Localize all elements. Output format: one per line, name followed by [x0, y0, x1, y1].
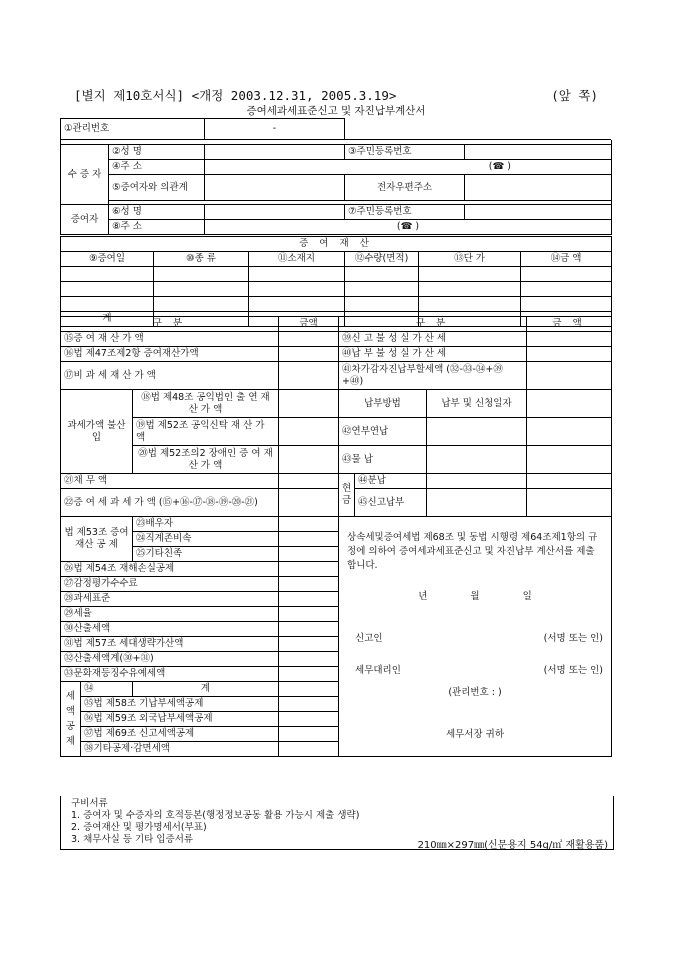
row-30-amt[interactable] — [279, 622, 339, 637]
col-qty: ⑫수량(면적) — [345, 252, 419, 267]
mgmt-label: ①관리번호 — [61, 119, 205, 140]
row-42-date[interactable] — [427, 418, 527, 446]
row-34: ㉞ — [81, 682, 133, 697]
donor-rrn-field[interactable] — [465, 205, 612, 220]
donor-rrn-label: ⑦주민등록번호 — [345, 205, 465, 220]
row-20: ⑳법 제52조의2 장애인 증 여 재 산 가 액 — [133, 446, 279, 474]
row-29: ㉙세율 — [61, 607, 279, 622]
donee-name-field[interactable] — [205, 145, 345, 160]
row-45-amt[interactable] — [527, 489, 612, 517]
property-row[interactable] — [61, 267, 612, 282]
donor-tel[interactable]: (☎ ) — [205, 220, 612, 235]
row-44-amt[interactable] — [527, 474, 612, 489]
relation-field[interactable] — [205, 175, 345, 201]
row-22-amt[interactable] — [279, 489, 339, 517]
row-37-amt[interactable] — [279, 727, 339, 742]
row-44-date[interactable] — [427, 474, 527, 489]
row-15: ⑮증 여 재 산 가 액 — [61, 332, 279, 347]
row-28-amt[interactable] — [279, 592, 339, 607]
ded-group: 법 제53조 증여재산 공 제 — [61, 517, 133, 562]
row-37: ㊲법 제69조 신고세액공제 — [81, 727, 279, 742]
donor-addr-label: ⑧주 소 — [109, 220, 205, 235]
calc-head-div2: 구 분 — [339, 317, 527, 332]
row-40: ㊵납 부 불 성 실 가 산 세 — [339, 347, 527, 362]
donor-name-field[interactable] — [205, 205, 345, 220]
calc-table — [60, 316, 612, 757]
row-40-amt[interactable] — [527, 347, 612, 362]
row-17-amt[interactable] — [279, 362, 339, 390]
tax-ded-group: 세 액 공 제 — [61, 682, 81, 757]
row-45: ㊺신고납부 — [355, 489, 427, 517]
row-22: ㉒증 여 세 과 세 가 액 (⑮+⑯-⑰-⑱-⑲-⑳-㉑) — [61, 489, 279, 517]
donee-name-label: ②성 명 — [109, 145, 205, 160]
row-29-amt[interactable] — [279, 607, 339, 622]
row-15-amt[interactable] — [279, 332, 339, 347]
property-title: 증 여 재 산 — [61, 237, 612, 252]
filer-label: 신고인 — [355, 633, 383, 644]
row-19-amt[interactable] — [279, 418, 339, 446]
row-24: ㉔직계존비속 — [133, 532, 279, 547]
col-location: ⑪소재지 — [249, 252, 345, 267]
row-43-amt[interactable] — [527, 446, 612, 474]
calc-head-amt: 금액 — [279, 317, 339, 332]
row-18: ⑱법 제48조 공익법인 출 연 재 산 가 액 — [133, 390, 279, 418]
row-36-amt[interactable] — [279, 712, 339, 727]
row-35: ㉟법 제58조 기납부세액공제 — [81, 697, 279, 712]
donee-rrn-field[interactable] — [465, 145, 612, 160]
email-label: 전자우편주소 — [345, 175, 465, 201]
row-16: ⑯법 제47조제2항 증여재산가액 — [61, 347, 279, 362]
row-39: ㊴신 고 불 성 실 가 산 세 — [339, 332, 527, 347]
row-38-amt[interactable] — [279, 742, 339, 757]
row-35-amt[interactable] — [279, 697, 339, 712]
cash-group: 현금 — [339, 474, 355, 517]
row-23: ㉓배우자 — [133, 517, 279, 532]
row-31-amt[interactable] — [279, 637, 339, 652]
property-total-label: 계 — [61, 312, 154, 327]
row-44: ㊹분납 — [355, 474, 427, 489]
row-28: ㉘과세표준 — [61, 592, 279, 607]
row-42-amt[interactable] — [527, 418, 612, 446]
email-field[interactable] — [465, 175, 612, 201]
row-16-amt[interactable] — [279, 347, 339, 362]
docs-item: 2. 증여재산 및 평가명세서(부표) — [71, 822, 207, 833]
property-row[interactable] — [61, 297, 612, 312]
row-34-amt[interactable] — [279, 682, 339, 697]
row-17: ⑰비 과 세 재 산 가 액 — [61, 362, 279, 390]
calc-head-div: 구 분 — [61, 317, 279, 332]
col-date: ⑨증여일 — [61, 252, 154, 267]
donee-group: 수 증 자 — [61, 145, 109, 205]
row-33: ㉝문화재등징수유예세액 — [61, 667, 279, 682]
row-41: ㊶차가감자진납부할세액 (㉜-㉝-㉞+㊴+㊵) — [339, 362, 527, 390]
form-header — [74, 86, 606, 104]
pay-date: 납부 및 신청일자 — [427, 390, 527, 418]
decl-text: 상속세및증여세법 제68조 및 동법 시행령 제64조제1항의 규정에 의하여 증여세과세표준신고 및 자진납부 계산서를 제출합니다. — [347, 532, 598, 571]
row-27-amt[interactable] — [279, 577, 339, 592]
donor-group: 증여자 — [61, 205, 109, 235]
relation-label: ⑤증여자와 의관계 — [109, 175, 205, 201]
row-24-amt[interactable] — [279, 532, 339, 547]
page-side: (앞 쪽) — [551, 88, 598, 103]
row-21: ㉑채 무 액 — [61, 474, 279, 489]
row-26-amt[interactable] — [279, 562, 339, 577]
form-number: [별지 제10호서식] <개정 2003.12.31, 2005.3.19> — [74, 88, 397, 103]
donee-tel[interactable]: (☎ ) — [205, 160, 612, 175]
row-33-amt[interactable] — [279, 667, 339, 682]
row-19: ⑲법 제52조 공익신탁 재 산 가 액 — [133, 418, 279, 446]
col-price: ⑬단 가 — [419, 252, 521, 267]
agent-label: 세무대리인 — [355, 665, 401, 676]
row-43: ㊸물 납 — [339, 446, 427, 474]
pay-method: 납부방법 — [339, 390, 427, 418]
row-26: ㉖법 제54조 재해손실공제 — [61, 562, 279, 577]
row-32: ㉜산출세액계(㉚+㉛) — [61, 652, 279, 667]
row-41-amt[interactable] — [527, 362, 612, 390]
col-type: ⑩종 류 — [154, 252, 249, 267]
party-table — [60, 118, 612, 235]
donee-addr-label: ④주 소 — [109, 160, 205, 175]
row-38: ㊳기타공제·감면세액 — [81, 742, 279, 757]
row-18-amt[interactable] — [279, 390, 339, 418]
donor-name-label: ⑥성 명 — [109, 205, 205, 220]
mgmt-value[interactable]: - — [205, 119, 345, 140]
filer-sign[interactable]: (서명 또는 인) — [543, 633, 603, 644]
decl-date[interactable]: 년 월 일 — [418, 591, 532, 602]
docs-item: 1. 증여자 및 수증자의 호적등본(행정정보공동 활용 가능시 제출 생략) — [71, 810, 360, 821]
property-row[interactable] — [61, 282, 612, 297]
row-27: ㉗감정평가수수료 — [61, 577, 279, 592]
addin-group: 과세가액 불산입 — [61, 390, 133, 474]
row-43-date[interactable] — [427, 446, 527, 474]
addressee: 세무서장 귀하 — [445, 729, 505, 740]
agent-sign[interactable]: (서명 또는 인) — [543, 665, 603, 676]
row-34-total: 계 — [133, 682, 279, 697]
paper-spec: 210㎜×297㎜(신문용지 54g/㎡ 재활용품) — [417, 840, 608, 851]
row-36: ㊱법 제59조 외국납부세액공제 — [81, 712, 279, 727]
row-42: ㊷연부연납 — [339, 418, 427, 446]
row-31: ㉛법 제57조 세대생략가산액 — [61, 637, 279, 652]
declaration — [339, 517, 612, 757]
row-39-amt[interactable] — [527, 332, 612, 347]
row-30: ㉚산출세액 — [61, 622, 279, 637]
row-21-amt[interactable] — [279, 474, 339, 489]
docs-item: 3. 채무사실 등 기타 입증서류 — [71, 834, 194, 845]
docs-title: 구비서류 — [71, 798, 108, 809]
row-23-amt[interactable] — [279, 517, 339, 532]
row-32-amt[interactable] — [279, 652, 339, 667]
calc-head-amt2: 금 액 — [527, 317, 612, 332]
property-table — [60, 236, 612, 327]
row-20-amt[interactable] — [279, 446, 339, 474]
form-title: 증여세과세표준신고 및 자진납부계산서 — [246, 105, 426, 117]
col-amount: ⑭금 액 — [521, 252, 612, 267]
row-25: ㉕기타친족 — [133, 547, 279, 562]
row-45-date[interactable] — [427, 489, 527, 517]
row-25-amt[interactable] — [279, 547, 339, 562]
agent-mgmt-no[interactable]: (관리번호 : ) — [448, 687, 502, 698]
donee-rrn-label: ③주민등록번호 — [345, 145, 465, 160]
